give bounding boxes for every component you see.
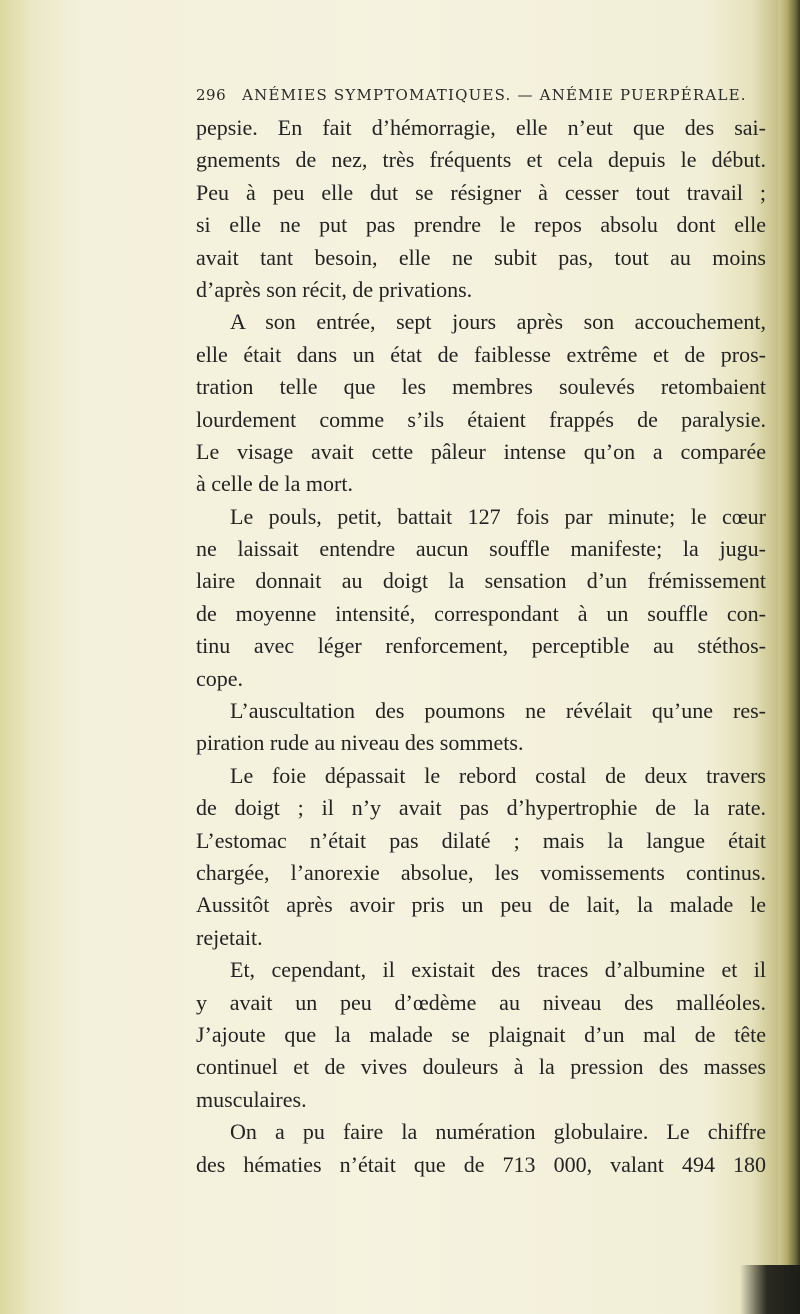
- text-line: A son entrée, sept jours après son accouchement,: [230, 309, 766, 335]
- text-line: piration rude au niveau des sommets.: [196, 730, 524, 756]
- body-text: [196, 112, 766, 1181]
- text-line: Aussitôt après avoir pris un peu de lait, la malade le: [196, 892, 766, 918]
- text-line: chargée, l’anorexie absolue, les vomissements continus.: [196, 859, 766, 885]
- text-line: si elle ne put pas prendre le repos absolu dont elle: [196, 212, 766, 238]
- text-line: d’après son récit, de privations.: [196, 276, 473, 302]
- text-line: Et, cependant, il existait des traces d’albumine et il: [230, 957, 766, 983]
- text-line: elle était dans un état de faiblesse extrême et de pros-: [196, 341, 766, 367]
- text-line: pepsie. En fait d’hémorragie, elle n’eut que des sai-: [196, 115, 766, 140]
- text-line: L’estomac n’était pas dilaté ; mais la langue était: [196, 827, 766, 853]
- text-line: gnements de nez, très fréquents et cela depuis le début.: [196, 147, 766, 173]
- text-line: Peu à peu elle dut se résigner à cesser tout travail ;: [196, 179, 766, 205]
- text-line: avait tant besoin, elle ne subit pas, tout au moins: [196, 244, 766, 270]
- text-line: On a pu faire la numération globulaire. Le chiffre: [230, 1119, 766, 1145]
- text-line: musculaires.: [196, 1086, 307, 1112]
- text-line: tinu avec léger renforcement, perceptible au stéthos-: [196, 633, 766, 659]
- page-corner-shadow: [740, 1265, 800, 1314]
- text-line: J’ajoute que la malade se plaignait d’un mal de tête: [196, 1021, 766, 1047]
- text-line: lourdement comme s’ils étaient frappés de paralysie.: [196, 406, 766, 432]
- text-line: y avait un peu d’œdème au niveau des malléoles.: [196, 989, 766, 1015]
- text-line: des hématies n’était que de 713 000, valant 494 180: [196, 1151, 766, 1177]
- text-line: Le visage avait cette pâleur intense qu’on a comparée: [196, 438, 766, 464]
- text-line: cope.: [196, 665, 244, 691]
- page-number: 296: [196, 86, 227, 104]
- text-line: Le foie dépassait le rebord costal de deux travers: [230, 762, 766, 788]
- book-spine-shadow: [778, 0, 800, 1314]
- text-line: ne laissait entendre aucun souffle manifeste; la jugu-: [196, 536, 766, 562]
- text-line: laire donnait au doigt la sensation d’un frémissement: [196, 568, 766, 594]
- text-line: tration telle que les membres soulevés retombaient: [196, 374, 766, 400]
- text-line: continuel et de vives douleurs à la pression des masses: [196, 1054, 766, 1080]
- text-line: à celle de la mort.: [196, 471, 353, 497]
- text-line: L’auscultation des poumons ne révélait qu’une res-: [230, 698, 766, 724]
- text-line: de moyenne intensité, correspondant à un souffle con-: [196, 600, 766, 626]
- running-title: ANÉMIES SYMPTOMATIQUES. — ANÉMIE PUERPÉRALE.: [242, 86, 747, 104]
- text-line: rejetait.: [196, 924, 263, 950]
- text-line: de doigt ; il n’y avait pas d’hypertrophie de la rate.: [196, 795, 766, 821]
- running-header: [196, 86, 756, 104]
- text-line: Le pouls, petit, battait 127 fois par minute; le cœur: [230, 503, 766, 529]
